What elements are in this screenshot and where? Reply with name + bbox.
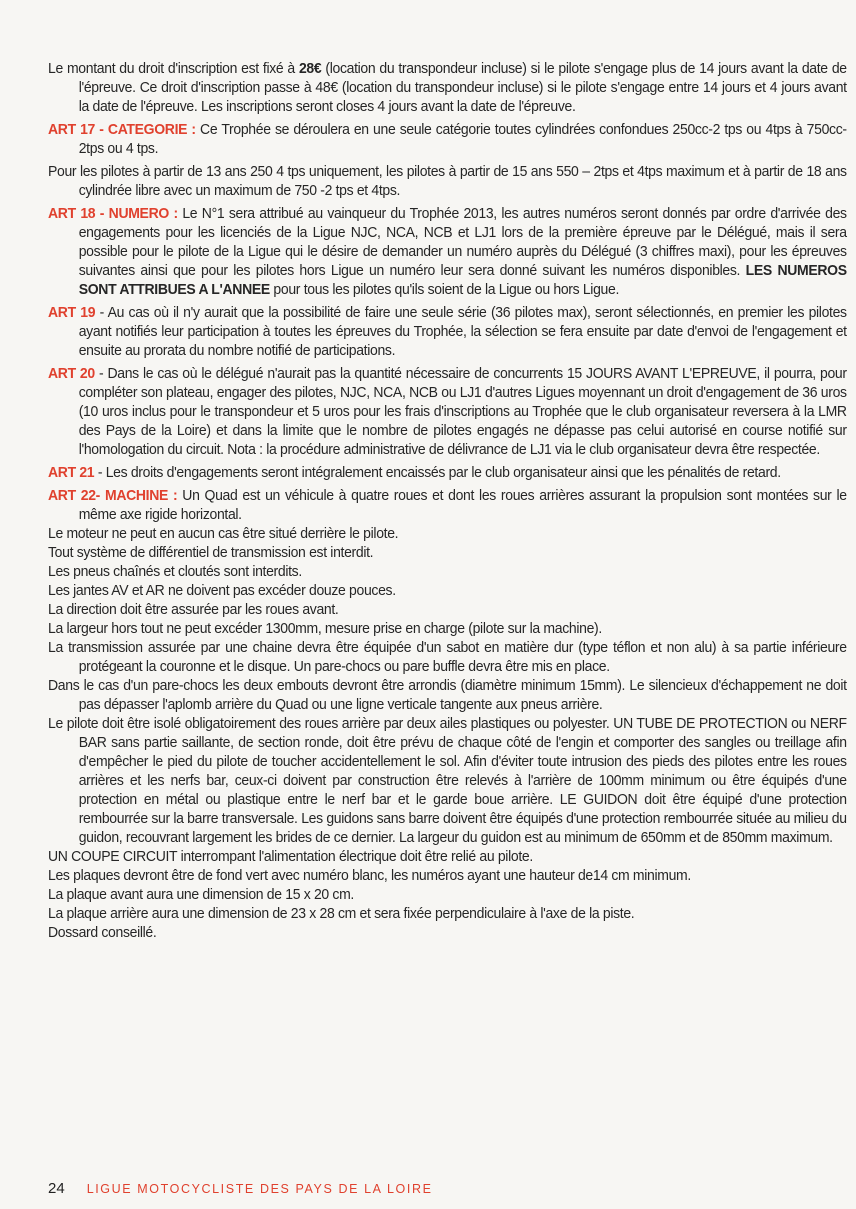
art22-heading: ART 22- MACHINE : bbox=[48, 488, 178, 504]
art21-paragraph bbox=[48, 464, 847, 483]
machine-line: La transmission assurée par une chaine devra être équipée d'un sabot en matière dur (type téflon et non alu) à sa partie inférieure protégeant la couronne et le disque. Un pare-chocs ou pare buffle devra être mis en place. bbox=[48, 640, 847, 675]
art21-heading: ART 21 bbox=[48, 465, 95, 481]
art21-text: - Les droits d'engagements seront intégralement encaissés par le club organisateur ainsi que les pénalités de retard. bbox=[94, 465, 781, 481]
machine-line: Les plaques devront être de fond vert avec numéro blanc, les numéros ayant une hauteur de14 cm minimum. bbox=[48, 868, 691, 884]
art18-paragraph bbox=[48, 205, 847, 300]
art22-text: Un Quad est un véhicule à quatre roues et dont les roues arrières assurant la propulsion sont montées sur le même axe rigide horizontal. bbox=[78, 488, 847, 523]
art17-paragraph bbox=[48, 121, 847, 159]
machine-line: Le pilote doit être isolé obligatoirement des roues arrière par deux ailes plastiques ou polyester. UN TUBE DE PROTECTION ou NERF BAR sans partie saillante, de section ronde, doit être prévu de chaque côté de l'engin et comporter des sangles ou treillage afin d'empêcher le pied du pilote de toucher accidentellement le sol. Afin d'éviter toute intrusion des pieds des pilotes entre les roues arrières et les nerfs bar, ceux-ci doivent par construction être relevés à l'arrière de 100mm minimum ou être équipés d'une protection en métal ou plastique entre le nerf bar et le garde boue arrière. LE GUIDON doit être équipé d'une protection rembourrée sur la barre transversale. Les guidons sans barre doivent être équipés d'une protection rembourrée située au milieu du guidon, recouvrant largement les brides de ce dernier. La largeur du guidon est au minimum de 650mm et de 850mm maximum. bbox=[48, 716, 847, 846]
intro-text: Le montant du droit d'inscription est fixé à bbox=[48, 61, 299, 77]
art19-paragraph bbox=[48, 304, 847, 361]
intro-amount: 28€ bbox=[298, 61, 322, 77]
art20-paragraph bbox=[48, 365, 847, 460]
art17-heading: ART 17 - CATEGORIE : bbox=[48, 122, 196, 138]
machine-line: La plaque avant aura une dimension de 15 x 20 cm. bbox=[48, 887, 354, 903]
intro-text-rest: (location du transpondeur incluse) si le pilote s'engage plus de 14 jours avant la date de l'épreuve. Ce droit d'inscription passe à 48€ (location du transpondeur incluse) si le pilote s'engage entre 14 jours et 4 jours avant la date de l'épreuve. Les inscriptions seront closes 4 jours avant la date de l'épreuve. bbox=[78, 61, 847, 115]
art19-heading: ART 19 bbox=[48, 305, 96, 321]
machine-line: Les pneus chaînés et cloutés sont interdits. bbox=[48, 564, 302, 580]
machine-line: La direction doit être assurée par les roues avant. bbox=[48, 602, 339, 618]
art20-heading: ART 20 bbox=[48, 366, 95, 382]
machine-line: UN COUPE CIRCUIT interrompant l'alimentation électrique doit être relié au pilote. bbox=[48, 849, 533, 865]
machine-line: Les jantes AV et AR ne doivent pas excéder douze pouces. bbox=[48, 583, 396, 599]
page-number: 24 bbox=[48, 1180, 65, 1197]
art18-heading: ART 18 - NUMERO : bbox=[48, 206, 178, 222]
intro-paragraph bbox=[48, 60, 847, 117]
art20-text: - Dans le cas où le délégué n'aurait pas la quantité nécessaire de concurrents 15 JOURS AVANT L'EPREUVE, il pourra, pour compléter son plateau, engager des pilotes, NJC, NCA, NCB ou LJ1 d'autres Ligues moyennant un droit d'engagement de 36 uros (10 uros inclus pour le transpondeur et 5 uros pour les frais d'inscriptions au Trophée que le club organisateur reversera à la LMR des Pays de la Loire) et dans la limite que le nombre de pilotes engagés ne dépasse pas celui autorisé en course notifié sur l'homologation du circuit. Nota : la procédure administrative de délivrance de LJ1 via le club organisateur devra être respectée. bbox=[78, 366, 847, 458]
art18-bold-text: LES NUMEROS SONT ATTRIBUES A L'ANNEE bbox=[78, 263, 847, 298]
machine-line: Dans le cas d'un pare-chocs les deux embouts devront être arrondis (diamètre minimum 15mm). Le silencieux d'échappement ne doit pas dépasser l'aplomb arrière du Quad ou une ligne verticale tangente aux pneus arrière. bbox=[48, 678, 847, 713]
machine-line: Le moteur ne peut en aucun cas être situé derrière le pilote. bbox=[48, 526, 399, 542]
machine-line: La largeur hors tout ne peut excéder 1300mm, mesure prise en charge (pilote sur la machine). bbox=[48, 621, 602, 637]
machine-line: Tout système de différentiel de transmission est interdit. bbox=[48, 545, 374, 561]
footer-organization: LIGUE MOTOCYCLISTE DES PAYS DE LA LOIRE bbox=[86, 1182, 433, 1196]
art22-paragraph bbox=[48, 487, 847, 525]
art17-text: Ce Trophée se déroulera en une seule catégorie toutes cylindrées confondues 250cc-2 tps ou 4tps à 750cc-2tps ou 4 tps. bbox=[78, 122, 847, 157]
machine-line: La plaque arrière aura une dimension de 23 x 28 cm et sera fixée perpendiculaire à l'axe de la piste. bbox=[48, 906, 635, 922]
page-footer bbox=[48, 1180, 433, 1197]
art18-text-rest: pour tous les pilotes qu'ils soient de la Ligue ou hors Ligue. bbox=[269, 282, 620, 298]
art19-text: - Au cas où il n'y aurait que la possibilité de faire une seule série (36 pilotes max), seront sélectionnés, en premier les pilotes ayant notifiés leur participation à toutes les épreuves du Trophée, la sélection se fera ensuite par date d'envoi de l'engagement et ensuite au prorata du nombre notifié de participations. bbox=[78, 305, 847, 359]
machine-line: Dossard conseillé. bbox=[48, 925, 157, 941]
art17-age-paragraph: Pour les pilotes à partir de 13 ans 250 4 tps uniquement, les pilotes à partir de 15 ans 550 – 2tps et 4tps maximum et à partir de 18 ans cylindrée libre avec un maximum de 750 -2 tps et 4tps. bbox=[48, 164, 847, 199]
art18-text: Le N°1 sera attribué au vainqueur du Trophée 2013, les autres numéros seront donnés par ordre d'arrivée des engagements pour les licenciés de la Ligue NJC, NCA, NCB et LJ1 lors de la première épreuve par le Délégué, mais il sera possible pour le pilote de la Ligue qui le désire de demander un numéro auprès du Délégué (3 chiffres maxi), pour les épreuves suivantes ainsi que pour les pilotes hors Ligue un numéro leur sera donné suivant les numéros disponibles. bbox=[78, 206, 847, 279]
